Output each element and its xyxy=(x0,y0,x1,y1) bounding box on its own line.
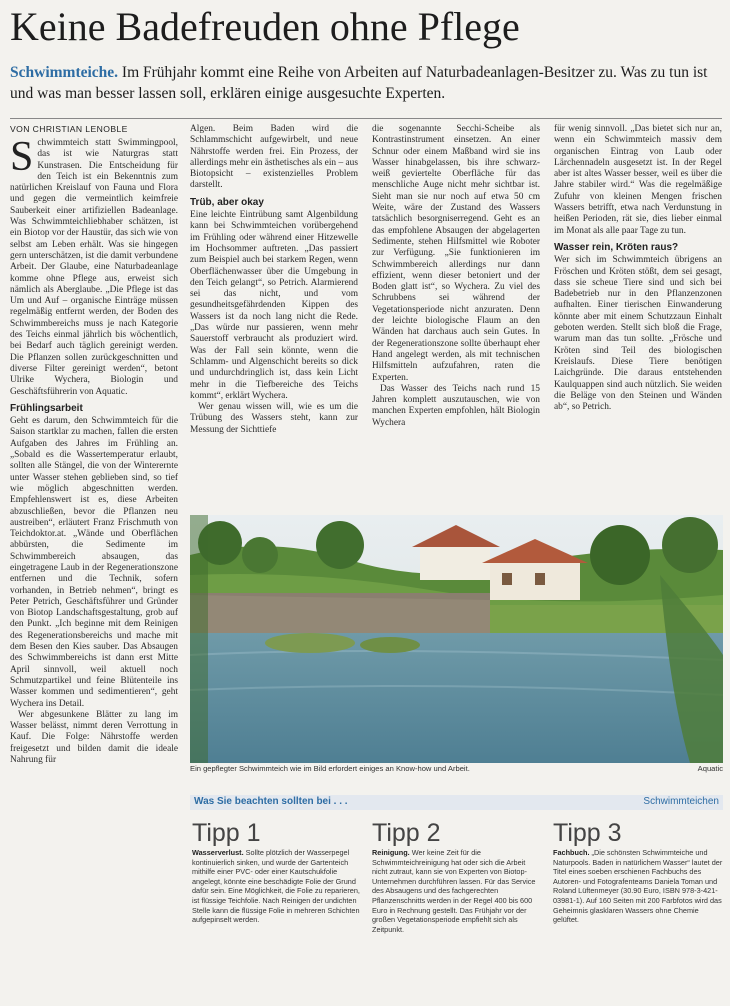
tips-header-title: Was Sie beachten sollten bei . . . xyxy=(194,796,348,807)
col3-paragraph-2: Das Wasser des Teichs nach rund 15 Jahren komplett auszutauschen, wie von manchen Experten empfohlen, hält Biologin Wychera xyxy=(372,383,540,428)
col3-paragraph-1: die sogenannte Secchi-Scheibe als Kontrastinstrument einsetzen. An einer Schnur oder einem Maßband wird sie ins Wasser hinabgelassen, bis ihre schwarz-weiß geviertelte Oberfläche für das menschliche Auge nicht mehr sichtbar ist. Sieht man sie nur noch auf etwa 50 cm Weite, wäre der Zustand des Wassers tatsächlich besorgniserregend. Geht es an das empfohlene Absaugen der abgelagerten Sedimente, stehen Hilfsmittel wie Roboter zur Verfügung. „Sie funktionieren im Schwimmbereich allerdings nur dann effizient, wenn dieser betoniert und der Boden glatt ist“, so Wychera. Zu viel des Schrubbens sei während der Vegetationsperiode nicht anzuraten. Denn der leichte biologische Flaum an den Wänden hat darchaus auch sein Gutes. In der Regenerationszone sollte überhaupt eher Hand angelegt werden, als mit technischen Hilfsmitteln aufzufahren, raten die Experten. xyxy=(372,124,540,383)
byline: VON CHRISTIAN LENOBLE xyxy=(10,124,128,134)
tip-1-body xyxy=(192,848,362,925)
top-rule xyxy=(10,118,722,119)
tip-1-text: Sollte plötzlich der Wasserpegel kontinuierlich sinken, und wurde der Gartenteich mithilfe einer PVC- oder einer Kautschukfolie angelegt, könnte eine beschädigte Folie der Grund dafür sein. Eine Möglichkeit, die Folie zu reparieren, ist flüssige Teichfolie. Nach Reinigen der undichten Stelle kann die flüssige Folie in mehreren Schichten aufgepinselt werden. xyxy=(192,848,360,925)
tip-1-number: Tipp 1 xyxy=(192,819,261,847)
col1-paragraph-3: Wer abgesunkene Blätter zu lang im Wasser belässt, nimmt deren Verrottung in Kauf. Die Folge: Nährstoffe werden freigesetzt und bilden damit die ideale Nahrung für xyxy=(10,709,178,766)
article-column-1 xyxy=(10,138,178,1006)
subheading-kroeten: Wasser rein, Kröten raus? xyxy=(554,241,679,253)
subheading-trueb: Trüb, aber okay xyxy=(190,196,264,208)
pond-photo xyxy=(190,515,723,763)
article-column-4 xyxy=(554,124,722,512)
headline: Keine Badefreuden ohne Pflege xyxy=(10,4,520,49)
col4-paragraph-1: für wenig sinnvoll. „Das bietet sich nur an, wenn ein Schwimmteich massiv dem organischen Eintrag von Laub oder Lärchennadeln ausgesetzt ist. In der Regel aber ist altes Wasser besser, weil es über die Jahre stabiler wird.“ Was die regelmäßige Zufuhr von kleinen Mengen frischen Wassers betrifft, etwa nach Verdunstung in heißen Perioden, rät sie, dies lieber einmal im Monat als alle paar Tage zu tun. xyxy=(554,124,722,236)
tip-2-number: Tipp 2 xyxy=(372,819,441,847)
article-column-3 xyxy=(372,124,540,512)
photo-caption xyxy=(190,764,723,773)
tip-3-text: „Die schönsten Schwimmteiche und Naturpools. Baden in natürlichem Wasser“ lautet der Titel eines soeben erschienen Fachbuchs des Autoren- und Fotografenteams Daniela Toman und Roland Lüftenmeyer (30.90 Euro, ISBN 978-3-421-03981-1). Auf 160 Seiten mit 200 Farbfotos wird das Geheimnis glasklaren Wassers ohne Chemie gelüftet. xyxy=(553,848,723,925)
tip-3 xyxy=(553,818,723,925)
col1-paragraph-2: Geht es darum, den Schwimmteich für die Saison startklar zu machen, fallen die ersten Aufgaben des Jahres im Frühling an. „Sobald es die Wassertemperatur erlaubt, sollten alle Stängel, die von der Winterernte unter Wasser stehen geblieben sind, so tief wie möglich abgeschnitten werden. Empfehlenswert ist es, diese Arbeiten abzuschließen, bevor die Pflanzen neu austreiben“, erläutert Franz Frischmuth von Teichdoktor.at. „Wände und Oberflächen abbürsten, die Sedimente im Schwimmbereich absaugen, das eingetragene Laub in der Regenerationszone entfernen und die Technik, sofern vorhanden, in Betrieb nehmen“, bringt es Peter Petrich, Geschäftsführer und Gründer von Biotop Landschaftsgestaltung, grob auf den Punkt. „Ich beginne mit dem Reinigen des Regenerationsbereichs und mache mit dem Besen den Kies sauber. Das Absaugen des Schwimmbereichs ist dann erst Mitte April sinnvoll, weil aktuell noch Schmutzpartikel und feine Blütenteile ins Wasser kommen und sedimentieren“, geht Wychera ins Detail. xyxy=(10,416,178,709)
tip-2-head: Reinigung. xyxy=(372,848,410,857)
tip-2 xyxy=(372,818,542,934)
col2-paragraph-3: Wer genau wissen will, wie es um die Trübung des Wassers steht, kann zur Messung der Sichttiefe xyxy=(190,402,358,435)
tip-1-head: Wasserverlust. xyxy=(192,848,244,857)
tip-2-text: Wer keine Zeit für die Schwimmteichreinigung hat oder sich die Arbeit nicht zutraut, kann sie von Experten von Biotop-Unternehmen durchführen lassen. Für das Service des Absaugens und des fachgerechten Pflanzenschnitts werden in der Regel 400 bis 600 Euro in Rechnung gestellt. Das Frühjahr vor der großen Vegetationsperiode empfiehlt sich als Zeitpunkt. xyxy=(372,848,536,934)
col2-paragraph-1: Algen. Beim Baden wird die Schlammschicht aufgewirbelt, und neue Nährstoffe werden frei. Ein Prozess, der allerdings mehr ein ästhetisches als ein – aus Biotopsicht – existenzielles Problem darstellt. xyxy=(190,124,358,191)
col1-paragraph-1: chwimmteich statt Swimmingpool, das ist wie Naturgras statt Kunstrasen. Die Entscheidung für den Teich ist ein Bekenntnis zum natürlichen Kreislauf von Fauna und Flora und gegen die vermeintlich keimfreie Sauberkeit einer artifiziellen Badeanlage. Was Schwimmteichliebhaber schätzen, ist ein Biotop vor der Haustür, das sich wie von selbst am Leben erhält. Was sie hingegen gern unterschätzen, ist die damit verbundene Arbeit. Der Glaube, eine Naturbadeanlage komme ohne Pflege aus, erweist sich nämlich als Aberglaube. „Die Pflege ist das Um und Auf – organische Einträge müssen regelmäßig entfernt werden, der Boden des Schwimmbereichs muss je nach Kategorie des Teichs einmal jährlich bis wöchentlich, bei Bedarf auch täglich gereinigt werden. Die Pflanzen sollen zurückgeschnitten und diverse Filter gereinigt werden“, betont Ulrike Wychera, Biologin und Geschäftsführerin von Aquatic. xyxy=(10,138,178,397)
lead-kicker: Schwimmteiche. xyxy=(10,64,119,81)
article-column-2 xyxy=(190,124,358,512)
tip-3-head: Fachbuch. xyxy=(553,848,590,857)
tip-3-body xyxy=(553,848,723,925)
caption-text: Ein gepflegter Schwimmteich wie im Bild erfordert einiges an Know-how und Arbeit. xyxy=(190,764,470,773)
lead-text: Im Frühjahr kommt eine Reihe von Arbeiten auf Naturbadeanlagen-Besitzer zu. Was zu tun ist und was man besser lassen soll, erklären einige ausgesuchte Experten. xyxy=(10,64,708,102)
drop-cap: S xyxy=(10,138,34,180)
tips-header-topic: Schwimmteichen xyxy=(643,796,719,807)
subheading-fruehlingsarbeit: Frühlingsarbeit xyxy=(10,402,83,414)
tip-1 xyxy=(192,818,362,925)
col4-paragraph-2: Wer sich im Schwimmteich übrigens an Fröschen und Kröten stößt, dem sei gesagt, dass sie scheue Tiere sind und sich bei Badebetrieb nur in den Pflanzenzonen aufhalten. Einer tierischen Einwanderung könnte aber mit einem Schutzzaun Einhalt geboten werden. Stellt sich bloß die Frage, warum man das tun sollte. „Frösche und Kröten sind Teil des biologischen Kreislaufs. Diese Tiere benötigen Laichgründe. Die daraus entstehenden Kaulquappen sind auch nützlich. Sie weiden die Beläge von den Steinen und Wänden ab“, so Petrich. xyxy=(554,255,722,413)
tip-3-number: Tipp 3 xyxy=(553,819,622,847)
lead-paragraph xyxy=(10,62,722,104)
photo-credit: Aquatic xyxy=(697,764,723,773)
col2-paragraph-2: Eine leichte Eintrübung samt Algenbildung kann bei Schwimmteichen vorübergehend im Frühling oder während einer Hitzewelle im Hochsommer auftreten. „Das passiert zum Beispiel auch bei starkem Regen, wenn Oberflächenwasser über die Umgebung in den Teich gelangt“, so Petrich. Alarmierend sei das nicht, und vom gesundheitsgefährdenden Kippen des Wassers ist da noch lang nicht die Rede. „Das würde nur passieren, wenn mehr Sauerstoff verbraucht als produziert wird. Was der Fall sein könnte, wenn die Schlamm- und Algenschicht bereits so dick und undurchdringlich ist, dass kein Licht mehr in die Tiefbereiche des Teichs kommt“, erklärt Wychera. xyxy=(190,210,358,401)
tips-header-bar xyxy=(190,795,723,810)
tip-2-body xyxy=(372,848,542,934)
pond-photo-illustration xyxy=(190,515,723,763)
